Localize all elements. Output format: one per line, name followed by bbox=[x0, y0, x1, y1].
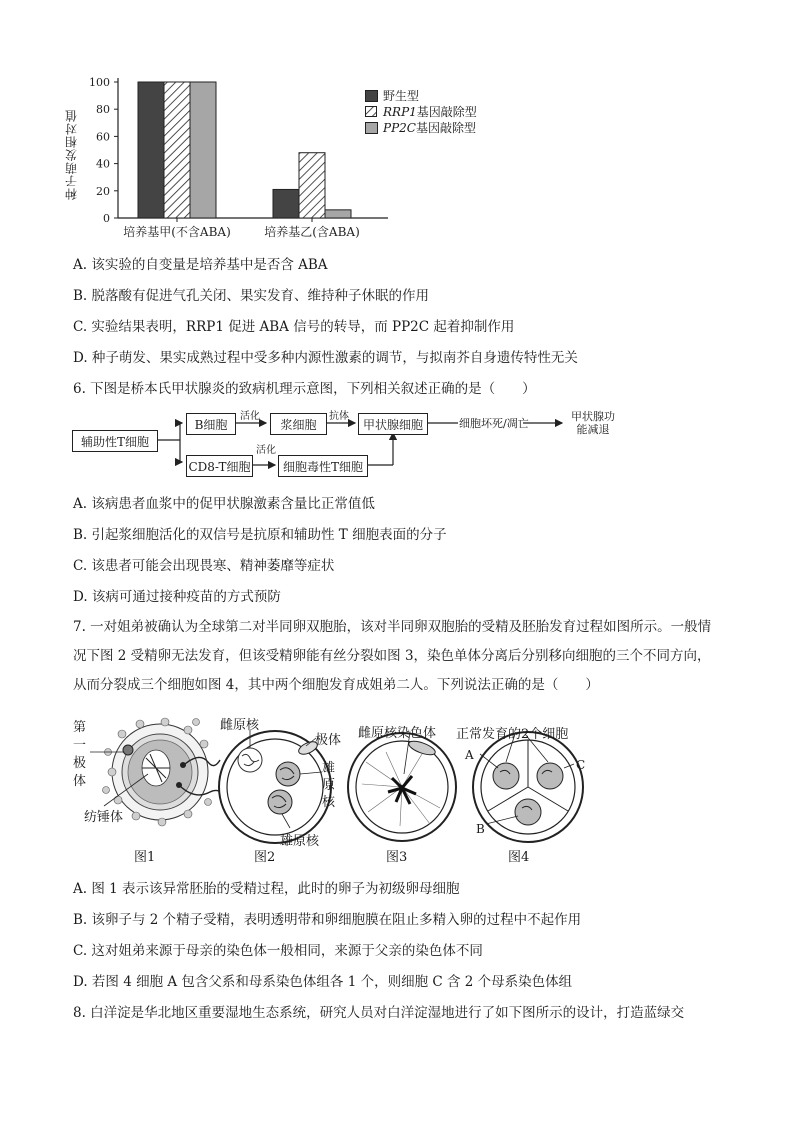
q7-option-c[interactable]: C. 这对姐弟来源于母亲的染色体一般相同，来源于父亲的染色体不同 bbox=[73, 943, 483, 959]
label-male-pronucleus-vertical: 雄原核 bbox=[322, 761, 336, 810]
q6-option-b[interactable]: B. 引起浆细胞活化的双信号是抗原和辅助性 T 细胞表面的分子 bbox=[73, 527, 447, 543]
cytotoxic-t-cell-box: 细胞毒性T细胞 bbox=[278, 455, 368, 477]
label-female-pronucleus-chromosome: 雌原核染色体 bbox=[358, 726, 437, 741]
y-tick-label: 20 bbox=[96, 184, 110, 198]
bar bbox=[164, 82, 190, 218]
activate-label-1: 活化 bbox=[240, 411, 260, 422]
legend-swatch-hatched bbox=[365, 106, 378, 118]
label-spindle: 纺锤体 bbox=[84, 810, 124, 825]
fig4-caption: 图4 bbox=[508, 850, 530, 865]
fig1-caption: 图1 bbox=[134, 850, 156, 865]
legend-gene-name: PP2C bbox=[383, 121, 416, 135]
q7-option-d[interactable]: D. 若图 4 细胞 A 包含父系和母系染色体组各 1 个，则细胞 C 含 2 个母系染色体组 bbox=[73, 974, 573, 990]
q6-option-a[interactable]: A. 该病患者血浆中的促甲状腺激素含量比正常值低 bbox=[73, 496, 375, 512]
legend-item-wild-type bbox=[365, 88, 477, 104]
legend-label bbox=[383, 120, 476, 136]
q5-option-d[interactable]: D. 种子萌发、果实成熟过程中受多种内源性激素的调节，与拟南芥自身遗传特性无关 bbox=[73, 350, 578, 366]
q6-option-c[interactable]: C. 该患者可能会出现畏寒、精神萎靡等症状 bbox=[73, 558, 335, 574]
helper-t-cell-box: 辅助性T细胞 bbox=[72, 430, 158, 452]
label-cell-c: C bbox=[576, 758, 586, 772]
y-tick-label: 0 bbox=[103, 212, 110, 225]
label-female-pronucleus: 雌原核 bbox=[220, 718, 260, 733]
fig3-mitosis bbox=[348, 732, 456, 841]
q6-flow-diagram bbox=[70, 405, 650, 480]
legend-swatch-solid bbox=[365, 90, 378, 102]
x-tick-label: 培养基乙(含ABA) bbox=[264, 225, 360, 239]
chart-y-label: 种子萌发相对值 bbox=[64, 109, 79, 201]
label-cell-b: B bbox=[476, 822, 485, 836]
hypothyroid-label: 甲状腺功能减退 bbox=[571, 410, 615, 436]
fig2-caption: 图2 bbox=[254, 850, 276, 865]
label-cell-a: A bbox=[465, 748, 474, 762]
fig3-caption: 图3 bbox=[386, 850, 408, 865]
antibody-label: 抗体 bbox=[329, 411, 349, 422]
label-normal-two-cells: 正常发育的2个细胞 bbox=[456, 727, 569, 742]
q7-option-a[interactable]: A. 图 1 表示该异常胚胎的受精过程，此时的卵子为初级卵母细胞 bbox=[73, 881, 460, 897]
q7-stem: 7. 一对姐弟被确认为全球第二对半同卵双胞胎，该对半同卵双胞胎的受精及胚胎发育过程如图所示。一般情况下图 2 受精卵无法发育，但该受精卵能有丝分裂如图 3，染色单体分离后分别移向细胞的三个不同方向，从而分裂成三个细胞如图 4，其中两个细胞发育成姐弟二人。下列说法正确的是（ ） bbox=[73, 619, 712, 693]
label-first-polar-body: 第一极体 bbox=[73, 720, 87, 789]
y-tick-label: 80 bbox=[96, 103, 110, 117]
q7-option-b[interactable]: B. 该卵子与 2 个精子受精，表明透明带和卵细胞膜在阻止多精入卵的过程中不起作用 bbox=[73, 912, 582, 928]
label-polar-body: 极体 bbox=[315, 733, 342, 748]
b-cell-box: B细胞 bbox=[186, 413, 236, 435]
bar-chart bbox=[60, 70, 500, 250]
legend-label-text: 基因敲除型 bbox=[416, 105, 477, 119]
legend-label-text: 基因敲除型 bbox=[415, 121, 476, 135]
q6-option-d[interactable]: D. 该病可通过接种疫苗的方式预防 bbox=[73, 589, 281, 605]
bar bbox=[273, 189, 299, 218]
q5-option-c[interactable]: C. 实验结果表明，RRP1 促进 ABA 信号的转导，而 PP2C 起着抑制作用 bbox=[73, 319, 515, 335]
x-tick-label: 培养基甲(不含ABA) bbox=[123, 225, 231, 239]
fig4-three-cells bbox=[473, 732, 586, 842]
q6-stem: 6. 下图是桥本氏甲状腺炎的致病机理示意图，下列相关叙述正确的是（ ） bbox=[73, 381, 536, 397]
y-tick-label: 100 bbox=[89, 76, 110, 89]
q5-option-a[interactable]: A. 该实验的自变量是培养基中是否含 ABA bbox=[73, 257, 328, 273]
legend-label bbox=[383, 104, 477, 120]
y-tick-label: 60 bbox=[96, 130, 110, 144]
q8-stem: 8. 白洋淀是华北地区重要湿地生态系统，研究人员对白洋淀湿地进行了如下图所示的设计，打造蓝绿交 bbox=[73, 1005, 685, 1021]
chart-legend bbox=[365, 88, 477, 136]
bar bbox=[138, 82, 164, 218]
activate-label-2: 活化 bbox=[256, 445, 276, 456]
legend-gene-name: RRP1 bbox=[383, 105, 417, 119]
bar bbox=[325, 210, 351, 218]
bar bbox=[299, 153, 325, 218]
legend-item-rrp1 bbox=[365, 104, 477, 120]
thyroid-cell-box: 甲状腺细胞 bbox=[358, 413, 428, 435]
y-tick-label: 40 bbox=[96, 157, 110, 171]
q7-figures bbox=[70, 712, 630, 872]
legend-label: 野生型 bbox=[383, 89, 420, 103]
legend-item-pp2c bbox=[365, 120, 477, 136]
cell-damage-label: 细胞坏死/凋亡 bbox=[459, 417, 529, 430]
label-male-pronucleus: 雄原核 bbox=[280, 834, 320, 849]
cd8-t-cell-box: CD8-T细胞 bbox=[186, 455, 253, 477]
q5-option-b[interactable]: B. 脱落酸有促进气孔关闭、果实发育、维持种子休眠的作用 bbox=[73, 288, 430, 304]
legend-swatch-gray bbox=[365, 122, 378, 134]
bar bbox=[190, 82, 216, 218]
plasma-cell-box: 浆细胞 bbox=[270, 413, 327, 435]
